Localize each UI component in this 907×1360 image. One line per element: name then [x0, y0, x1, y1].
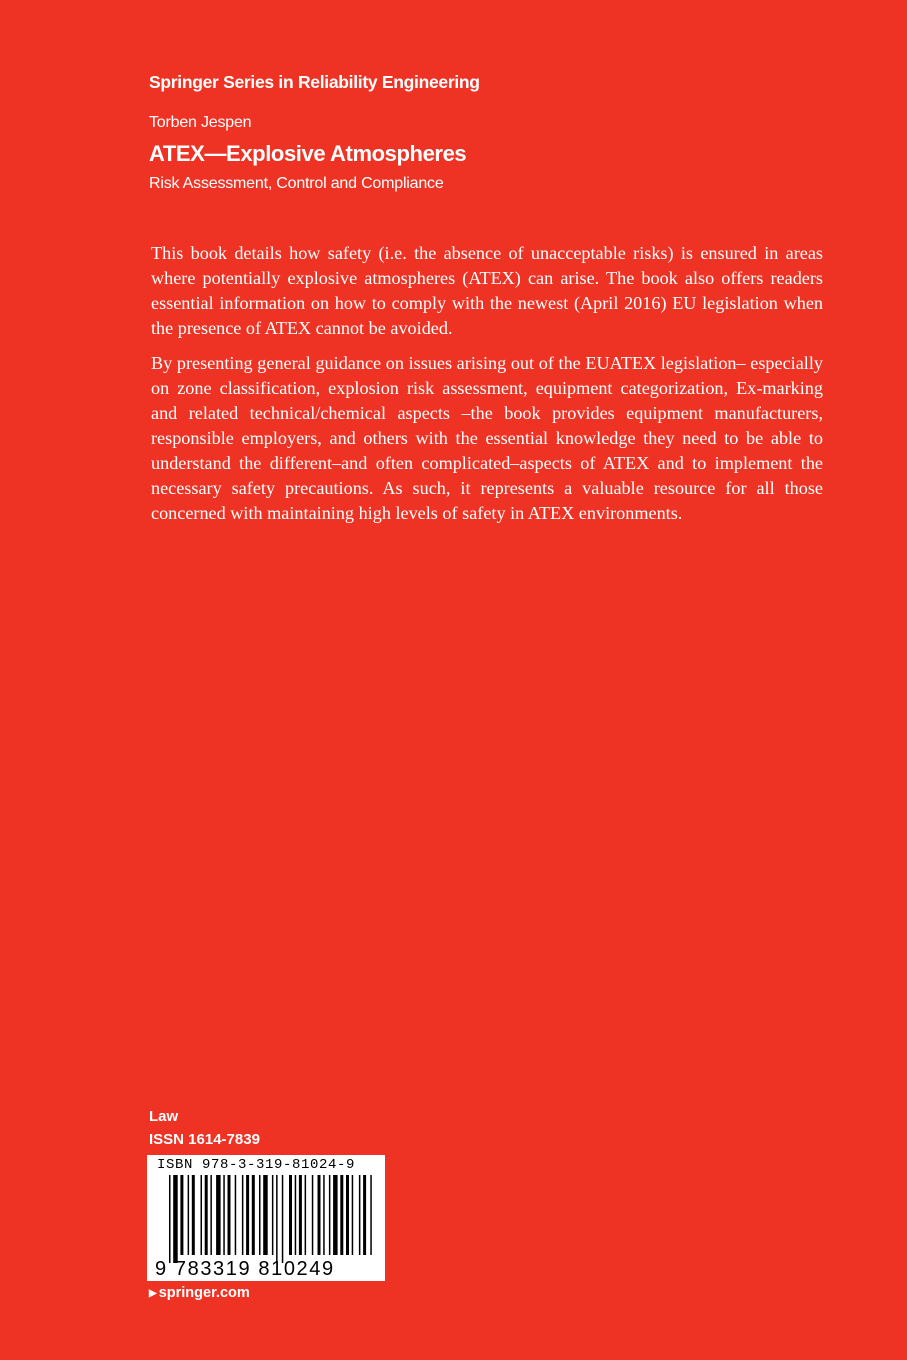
- book-title: ATEX—Explosive Atmospheres: [149, 141, 467, 166]
- subject-category: Law: [149, 1108, 179, 1125]
- issn-number: ISSN 1614-7839: [149, 1131, 260, 1148]
- barcode: [147, 1155, 385, 1281]
- publisher-website: [149, 1285, 250, 1301]
- book-subtitle: Risk Assessment, Control and Compliance: [149, 175, 444, 192]
- isbn-label: ISBN 978-3-319-81024-9: [157, 1157, 356, 1173]
- author-name: Torben Jespen: [149, 114, 252, 131]
- website-text: springer.com: [158, 1285, 250, 1301]
- barcode-digits: 9 783319 810249: [155, 1258, 335, 1280]
- description-paragraph-1: This book details how safety (i.e. the absence of unacceptable risks) is ensured in areas where potentially explosive atmospheres (ATEX) can arise. The book also offers readers essential information on how to comply with the newest (April 2016) EU legislation when the presence of ATEX cannot be avoided.: [151, 243, 823, 338]
- description-paragraph-2: By presenting general guidance on issues arising out of the EUATEX legislation– especially on zone classification, explosion risk assessment, equipment categorization, Ex-marking and related technical/chemical aspects –the book provides equipment manufacturers, responsible employers, and others with the essential knowledge they need to be able to understand the different–and often complicated–aspects of ATEX and to implement the necessary safety precautions. As such, it represents a valuable resource for all those concerned with maintaining high levels of safety in ATEX environments.: [151, 353, 823, 523]
- arrow-right-icon: ▶: [149, 1288, 157, 1299]
- series-name: Springer Series in Reliability Engineering: [149, 72, 480, 92]
- book-description: [151, 241, 823, 536]
